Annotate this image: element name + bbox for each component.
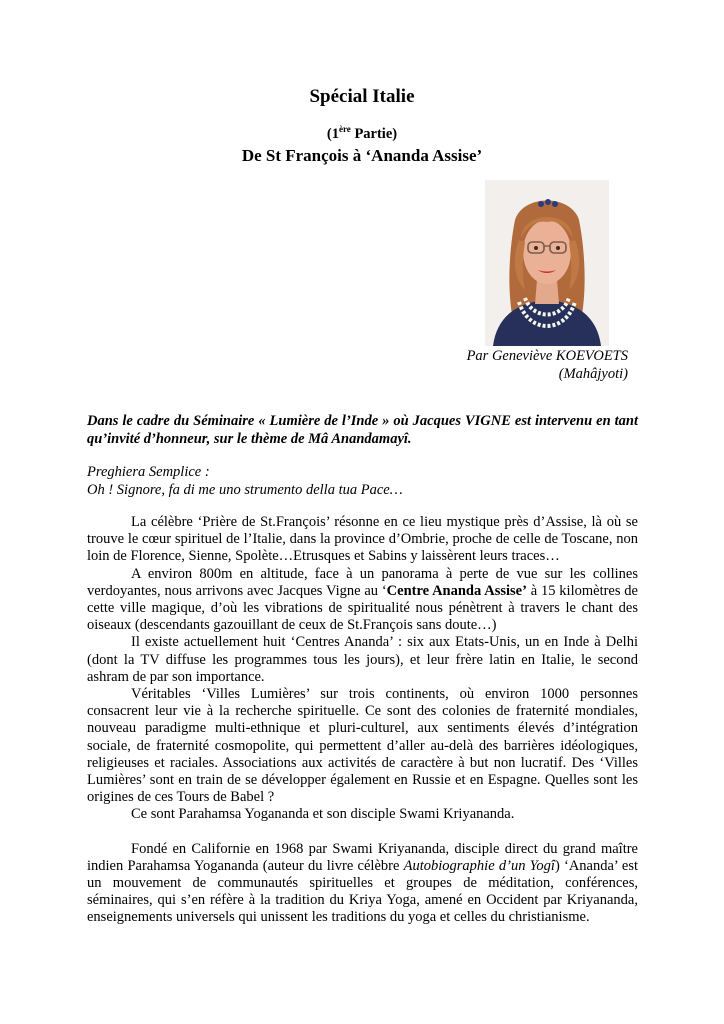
portrait-illustration (485, 180, 609, 346)
paragraph-5: Ce sont Parahamsa Yogananda et son disciple Swami Kriyananda. (131, 806, 515, 823)
book-title: Autobiographie d’un Yogî (403, 857, 555, 874)
author-name: Par Geneviève KOEVOETS (466, 348, 628, 364)
paragraph-3: Il existe actuellement huit ‘Centres Ananda’ : six aux Etats-Unis, un en Inde à Delhi (dont la TV diffuse les programmes tous les jours), et leur frère latin en Italie, le second ashram de par son importance. (87, 634, 638, 685)
prayer-line: Oh ! Signore, fa di me uno strumento della tua Pace… (87, 482, 403, 498)
part-label (0, 126, 724, 143)
part-superscript: ère (338, 124, 351, 135)
paragraph-2-text-c: à 15 kilomètres de cette ville magique, d’où les vibrations de spiritualité nous pénètrent à travers le chant des oiseaux (descendants gazouillant de ceux de St.François sans doute…) (87, 582, 638, 634)
article-subtitle: De St François à ‘Ananda Assise’ (241, 146, 483, 165)
intro-paragraph: Dans le cadre du Séminaire « Lumière de l’Inde » où Jacques VIGNE est intervenu en tant qu’invité d’honneur, sur le thème de Mâ Anandamayî. (87, 413, 638, 447)
article-body (87, 514, 638, 927)
paragraph-4: Véritables ‘Villes Lumières’ sur trois continents, où environ 1000 personnes consacrent leur vie à la recherche spirituelle. Ce sont des colonies de fraternité mondiales, nouveau paradigme multi-ethnique et pluri-culturel, aux sentiments élevés d’intégration sociale, de fraternité cosmopolite, qui permettent d’aller au-delà des barrières idéologiques, religieuses et raciales. Associations aux activités de caractère à but non lucratif. Des ‘Villes Lumières’ sont en train de se développer également en Russie et en Espagne. Quelles sont les origines de ces Tours de Babel ? (87, 686, 638, 806)
author-alias: (Mahâjyoti) (558, 366, 628, 382)
prayer-title: Preghiera Semplice : (87, 464, 210, 480)
paragraph-2-text-a: A environ 800m en altitude, face à un panorama à perte de vue sur les collines verdoyantes, nous arrivons avec Jacques Vigne au ‘ (87, 565, 638, 599)
paragraph-1: La célèbre ‘Prière de St.François’ résonne en ce lieu mystique près d’Assise, là où se trouve le cœur spirituel de l’Italie, dans la province d’Ombrie, proche de celle de Toscane, non loin de Florence, Sienne, Spolète…Etrusques et Sabins y laissèrent leurs traces… (87, 514, 638, 565)
centre-name: Centre Ananda Assise’ (386, 582, 527, 599)
paragraph-2 (87, 566, 638, 635)
part-close: Partie) (350, 126, 398, 142)
part-open: (1 (326, 126, 339, 142)
paragraph-6-text-a: Fondé en Californie en 1968 par Swami Kriyananda, disciple direct du grand maître indien Parahamsa Yogananda (auteur du livre célèbre (87, 840, 638, 874)
article-title: Spécial Italie (309, 86, 415, 107)
author-photo (485, 180, 609, 346)
prayer-quote (87, 463, 638, 499)
paragraph-6 (87, 841, 638, 927)
paragraph-6-text-c: ) ‘Ananda’ est un mouvement de communautés spirituelles et groupes de méditation, conférences, séminaires, qui s’en réfère à la tradition du Kriya Yoga, amené en Occident par Kriyananda, enseignements universels qui unissent les traditions du yoga et celles du christianisme. (87, 857, 638, 926)
byline (467, 347, 628, 383)
